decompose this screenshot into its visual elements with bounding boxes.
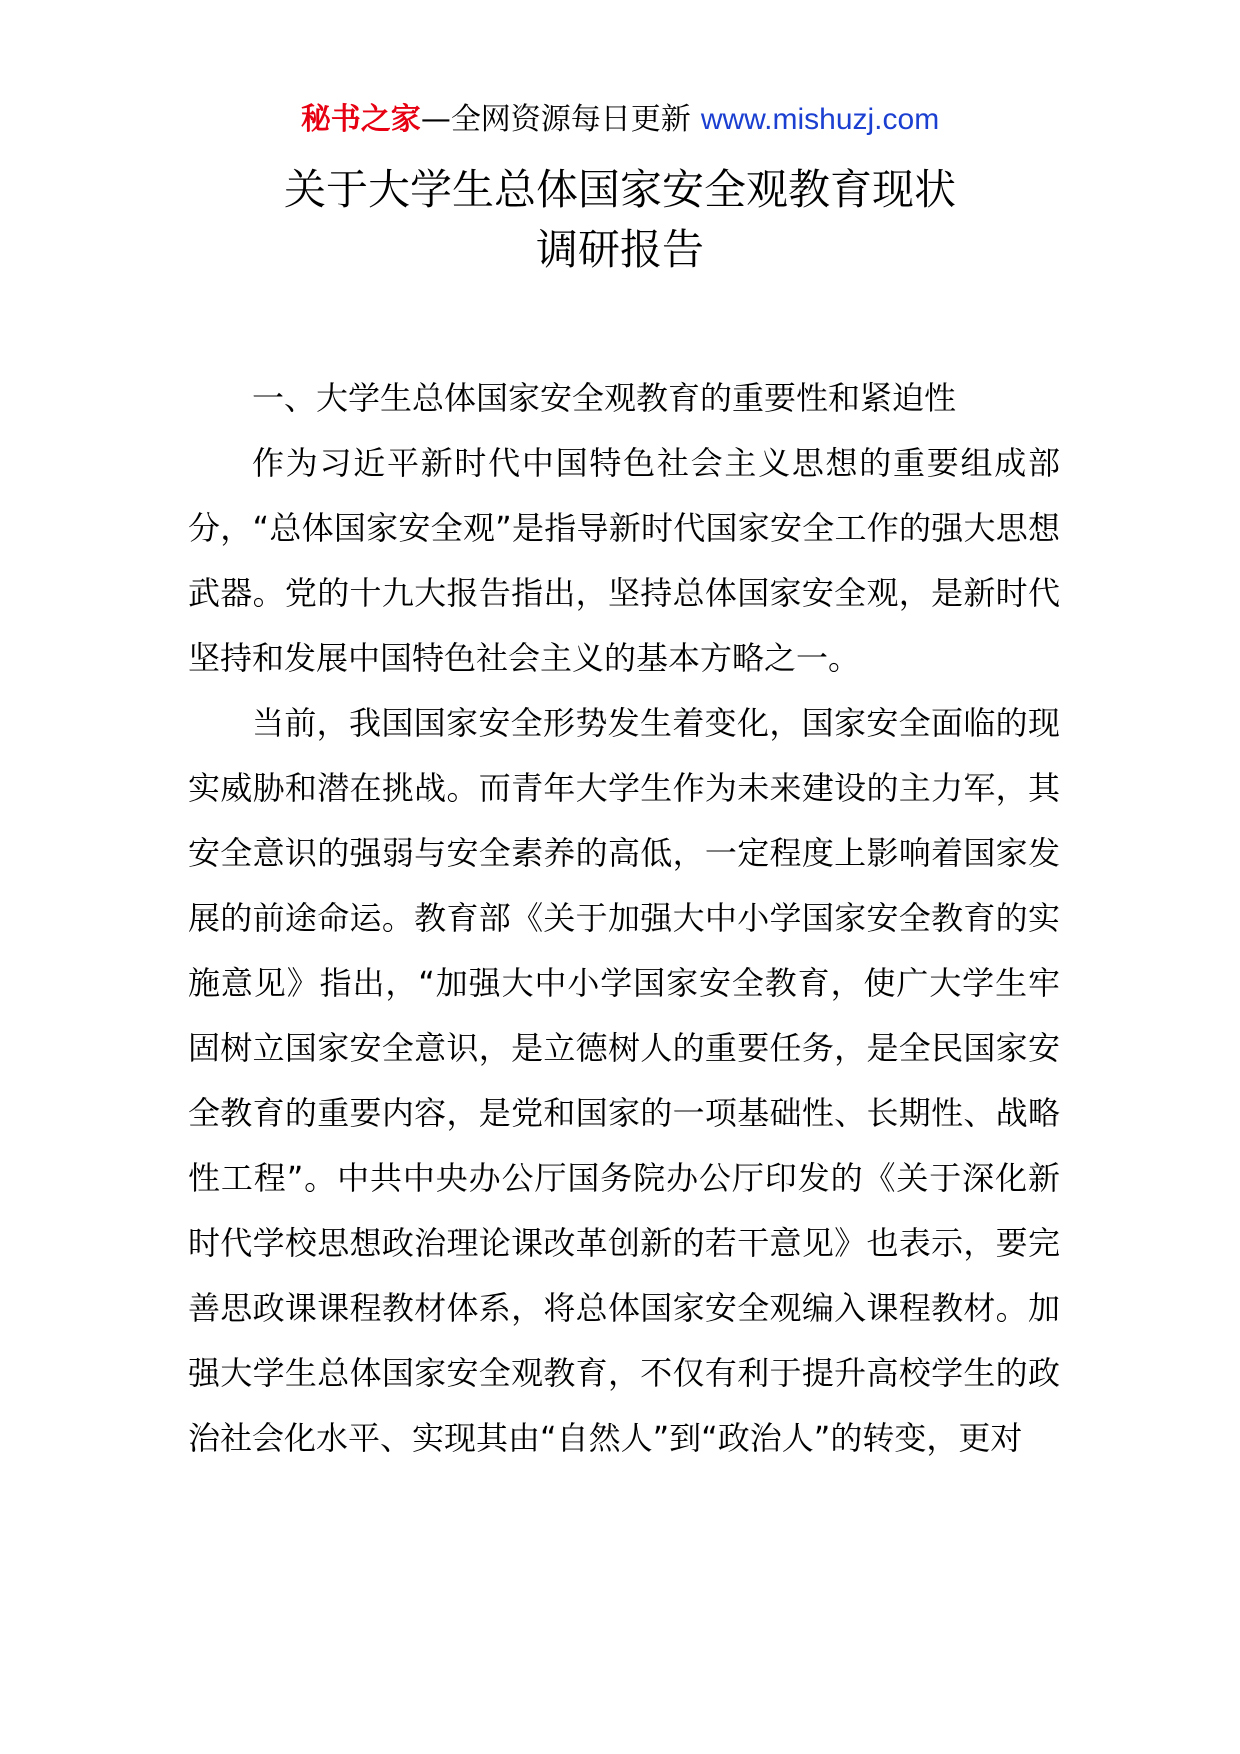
title-line-2: 调研报告	[535, 225, 704, 274]
section-heading: 一、大学生总体国家安全观教育的重要性和紧迫性	[252, 379, 957, 417]
document-title	[0, 160, 1240, 280]
body-paragraph: 作为习近平新时代中国特色社会主义思想的重要组成部分，“总体国家安全观”是指导新时代国家安全工作的强大思想武器。党的十九大报告指出，坚持总体国家安全观，是新时代坚持和发展中国特色社会主义的基本方略之一。	[188, 444, 1060, 677]
site-url-link[interactable]: www.mishuzj.com	[700, 103, 940, 136]
brand-name[interactable]: 秘书之家	[300, 102, 421, 137]
site-header	[0, 100, 1240, 140]
body-paragraph: 当前，我国国家安全形势发生着变化，国家安全面临的现实威胁和潜在挑战。而青年大学生作为未来建设的主力军，其安全意识的强弱与安全素养的高低，一定程度上影响着国家发展的前途命运。教育部《关于加强大中小学国家安全教育的实施意见》指出，“加强大中小学国家安全教育，使广大学生牢固树立国家安全意识，是立德树人的重要任务，是全民国家安全教育的重要内容，是党和国家的一项基础性、长期性、战略性工程”。中共中央办公厅国务院办公厅印发的《关于深化新时代学校思想政治理论课改革创新的若干意见》也表示，要完善思政课课程教材体系，将总体国家安全观编入课程教材。加强大学生总体国家安全观教育，不仅有利于提升高校学生的政治社会化水平、实现其由“自然人”到“政治人”的转变，更对	[188, 704, 1060, 1457]
title-line-1: 关于大学生总体国家安全观教育现状	[283, 165, 956, 214]
header-slogan: —全网资源每日更新	[420, 102, 691, 137]
document-body	[188, 366, 1060, 1471]
